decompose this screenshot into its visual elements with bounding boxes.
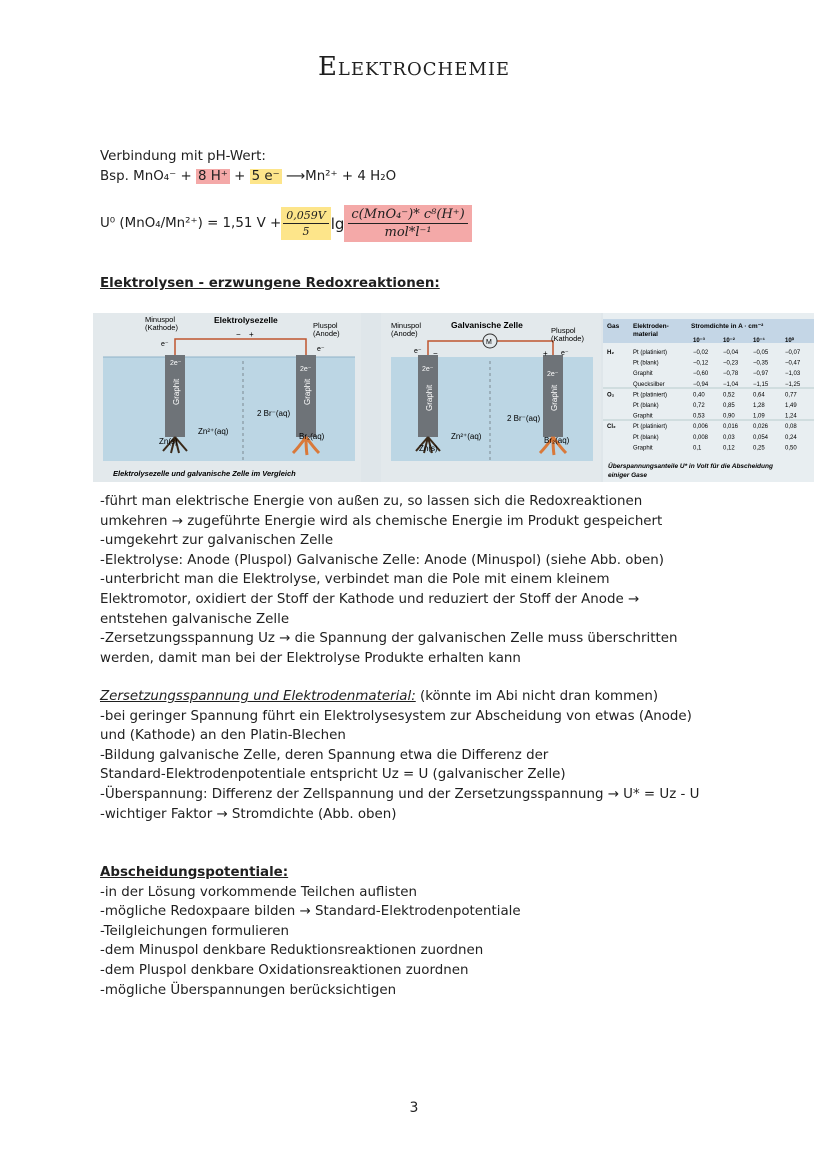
cell1-right-pole2: (Anode) <box>313 329 340 338</box>
th-col: 10⁻¹ <box>753 338 765 344</box>
text-line: -in der Lösung vorkommende Teilchen auflisten <box>100 884 418 900</box>
text-line: -Bildung galvanische Zelle, deren Spannung etwa die Differenz der <box>100 747 549 763</box>
table-cell-value: 0,08 <box>785 424 797 431</box>
cell1-title: Elektrolysezelle <box>214 315 278 325</box>
section1-heading: Elektrolysen - erzwungene Redoxreaktionen: <box>100 276 440 291</box>
table-cell-value: −0,60 <box>693 371 709 378</box>
table-cell-value: −0,12 <box>693 360 709 367</box>
cell1-electrode-left: Graphit <box>172 378 181 405</box>
section2-heading-line <box>100 687 740 707</box>
section2 <box>100 687 740 824</box>
table-cell-gas: Cl₂ <box>607 424 616 431</box>
text-line: -umgekehrt zur galvanischen Zelle <box>100 533 334 549</box>
cell1-right-pole: Pluspol <box>313 321 338 330</box>
table-cell-value: 0,24 <box>785 434 797 441</box>
table-cell-material: Graphit <box>633 445 653 452</box>
th-mat1: Elektroden- <box>633 323 669 330</box>
table-cell-value: 0,026 <box>753 424 769 431</box>
cell1-ion2: 2 Br⁻(aq) <box>257 409 291 418</box>
page-title: Elektrochemie <box>317 52 511 82</box>
example-reaction: Bsp. MnO₄⁻ + 8 H⁺ + 5 e⁻ ⟶Mn²⁺ + 4 H₂O <box>100 168 397 184</box>
table-cell-value: 0,90 <box>723 413 735 420</box>
text-line: -Überspannung: Differenz der Zellspannung und der Zersetzungsspannung → U* = Uz - U <box>100 786 700 802</box>
cell2-electrode-right: Graphit <box>550 384 559 411</box>
cell1-e1: e⁻ <box>161 341 169 348</box>
cell1-prod1: Zn(s) <box>159 437 178 446</box>
cell1-ion1: Zn²⁺(aq) <box>198 427 229 436</box>
cell2-ion2: 2 Br⁻(aq) <box>507 414 541 423</box>
table-cell-material: Pt (platiniert) <box>633 350 668 356</box>
cell2-ion1: Zn²⁺(aq) <box>451 432 482 441</box>
nernst-equation <box>100 205 472 242</box>
cell1-minus: − <box>236 330 241 339</box>
highlight-protons: 8 H⁺ <box>197 168 228 184</box>
intro-line: Verbindung mit pH-Wert: <box>100 149 266 164</box>
table-caption1: Überspannungsanteile U* in Volt für die Abscheidung <box>608 463 773 470</box>
cell2-electrode-left: Graphit <box>425 384 434 411</box>
table-cell-value: −1,15 <box>753 381 769 388</box>
highlight-electrons: 5 e⁻ <box>251 168 280 184</box>
electrolysis-figure <box>93 313 814 482</box>
table-caption2: einiger Gase <box>608 472 648 479</box>
text-line: -mögliche Überspannungen berücksichtigen <box>100 982 397 998</box>
table-cell-value: −0,04 <box>723 350 739 356</box>
cell1-electrode-right: Graphit <box>303 378 312 405</box>
table-cell-value: 1,28 <box>753 403 765 409</box>
text-line: -wichtiger Faktor → Stromdichte (Abb. oben) <box>100 806 397 822</box>
table-cell-value: −1,03 <box>785 371 801 378</box>
table-cell-value: 1,49 <box>785 403 797 409</box>
table-cell-value: 0,72 <box>693 403 705 409</box>
table-cell-value: 0,054 <box>753 434 769 441</box>
table-cell-value: 0,008 <box>693 434 709 441</box>
table-cell-gas: O₂ <box>607 392 615 399</box>
table-cell-value: −0,78 <box>723 371 739 378</box>
section3-heading: Abscheidungspotentiale: <box>100 865 289 880</box>
table-cell-gas: H₂ <box>607 350 614 356</box>
section3 <box>100 863 740 1000</box>
table-cell-material: Graphit <box>633 371 653 378</box>
table-cell-material: Pt (blank) <box>633 360 659 367</box>
cell1-plus: + <box>249 330 254 339</box>
table-cell-value: 0,25 <box>753 445 765 452</box>
figure-caption: Elektrolysezelle und galvanische Zelle im Vergleich <box>113 469 296 478</box>
cell1-e3: 2e⁻ <box>300 366 312 373</box>
th-mat2: material <box>633 331 658 338</box>
cell2-e1: e⁻ <box>414 348 422 355</box>
text-line: werden, damit man bei der Elektrolyse Produkte erhalten kann <box>100 650 521 666</box>
text-line: entstehen galvanische Zelle <box>100 611 290 627</box>
text-line: -bei geringer Spannung führt ein Elektrolysesystem zur Abscheidung von etwas (Anode) <box>100 708 692 724</box>
table-cell-value: −1,04 <box>723 381 739 388</box>
table-cell-value: −0,07 <box>785 350 801 356</box>
equation-lhs: U⁰ (MnO₄/Mn²⁺) = 1,51 V + <box>100 216 282 231</box>
table-cell-value: 1,24 <box>785 413 797 420</box>
fraction-concentration: $\frac{\text{c(MnO₄⁻)* c⁸(H⁺)}}{\text{mol*l⁻¹}}$ <box>344 205 471 242</box>
cell2-prod1: Zn(s) <box>419 444 438 453</box>
table-cell-value: 0,12 <box>723 445 735 452</box>
text-line: umkehren → zugeführte Energie wird als chemische Energie im Produkt gespeichert <box>100 513 663 529</box>
section2-note: (könnte im Abi nicht dran kommen) <box>415 689 659 704</box>
cell2-e2: 2e⁻ <box>422 366 434 373</box>
cell1-prod2: Br₂(aq) <box>299 432 325 441</box>
table-cell-value: 0,40 <box>693 392 705 399</box>
th-stromdichte: Stromdichte in A · cm⁻² <box>691 323 764 330</box>
table-cell-value: 1,09 <box>753 413 765 420</box>
text-line: -führt man elektrische Energie von außen zu, so lassen sich die Redoxreaktionen <box>100 494 643 509</box>
th-col: 10⁰ <box>785 338 795 344</box>
page-number: 3 <box>409 1100 419 1116</box>
cell2-e4: e⁻ <box>561 350 569 357</box>
table-cell-value: 0,006 <box>693 424 709 431</box>
text-line: Elektromotor, oxidiert der Stoff der Kathode und reduziert der Stoff der Anode → <box>100 591 640 607</box>
text-line: -dem Minuspol denkbare Reduktionsreaktionen zuordnen <box>100 943 484 959</box>
table-cell-value: −0,05 <box>753 350 769 356</box>
fraction-factor: $\frac{0,059V}{5}$ <box>281 207 330 240</box>
table-cell-material: Quecksilber <box>633 381 665 388</box>
text-line: Standard-Elektrodenpotentiale entspricht Uz = U (galvanischer Zelle) <box>100 767 566 783</box>
cell1-left-pole2: (Kathode) <box>145 323 178 332</box>
table-cell-value: 0,85 <box>723 403 735 409</box>
table-cell-value: 0,77 <box>785 392 797 399</box>
table-cell-value: 0,016 <box>723 424 739 431</box>
th-col: 10⁻² <box>723 338 735 344</box>
text-line: -dem Pluspol denkbare Oxidationsreaktionen zuordnen <box>100 962 469 978</box>
text-line: -Teilgleichungen formulieren <box>100 923 289 939</box>
cell2-title: Galvanische Zelle <box>451 320 523 330</box>
table-cell-value: −0,23 <box>723 360 739 367</box>
table-cell-material: Pt (platiniert) <box>633 424 668 431</box>
text-line: -unterbricht man die Elektrolyse, verbindet man die Pole mit einem kleinem <box>100 572 610 588</box>
cell2-left-pole: Minuspol <box>391 321 422 330</box>
cell2-motor: M <box>486 339 492 346</box>
table-cell-value: 0,1 <box>693 445 702 452</box>
table-cell-material: Pt (platiniert) <box>633 392 668 399</box>
cell2-left-pole2: (Anode) <box>391 329 418 338</box>
table-cell-value: −0,94 <box>693 381 709 388</box>
section1-body <box>100 492 740 668</box>
table-cell-value: 0,50 <box>785 445 797 452</box>
table-cell-material: Pt (blank) <box>633 434 659 441</box>
cell2-e3: 2e⁻ <box>547 371 559 378</box>
lg-operator: lg <box>330 214 345 233</box>
text-line: -Zersetzungsspannung Uz → die Spannung der galvanischen Zelle muss überschritten <box>100 631 678 647</box>
table-cell-value: 0,53 <box>693 413 705 420</box>
table-cell-value: −0,97 <box>753 371 769 378</box>
cell1-e2: 2e⁻ <box>170 360 182 367</box>
table-cell-value: −1,25 <box>785 381 801 388</box>
table-cell-material: Pt (blank) <box>633 403 659 409</box>
th-gas: Gas <box>607 323 620 330</box>
table-cell-value: −0,35 <box>753 360 769 367</box>
text-line: -mögliche Redoxpaare bilden → Standard-Elektrodenpotentiale <box>100 904 521 920</box>
table-cell-value: 0,64 <box>753 392 765 399</box>
cell2-plus: + <box>543 349 548 358</box>
section2-heading: Zersetzungsspannung und Elektrodenmaterial: <box>100 689 416 704</box>
cell2-right-pole2: (Kathode) <box>551 334 584 343</box>
text-line: und (Kathode) an den Platin-Blechen <box>100 728 346 744</box>
table-cell-value: 0,52 <box>723 392 735 399</box>
cell2-right-pole: Pluspol <box>551 326 576 335</box>
cell2-minus: − <box>433 349 438 358</box>
text-line: -Elektrolyse: Anode (Pluspol) Galvanische Zelle: Anode (Minuspol) (siehe Abb. oben) <box>100 552 664 568</box>
table-cell-value: −0,47 <box>785 360 801 367</box>
intro-block <box>100 147 740 186</box>
table-cell-material: Graphit <box>633 413 653 420</box>
th-col: 10⁻³ <box>693 338 705 344</box>
cell1-left-pole: Minuspol <box>145 315 176 324</box>
cell2-prod2: Br₂(aq) <box>544 436 570 445</box>
table-cell-value: −0,02 <box>693 350 709 356</box>
cell1-e4: e⁻ <box>317 346 325 353</box>
table-cell-value: 0,03 <box>723 434 735 441</box>
